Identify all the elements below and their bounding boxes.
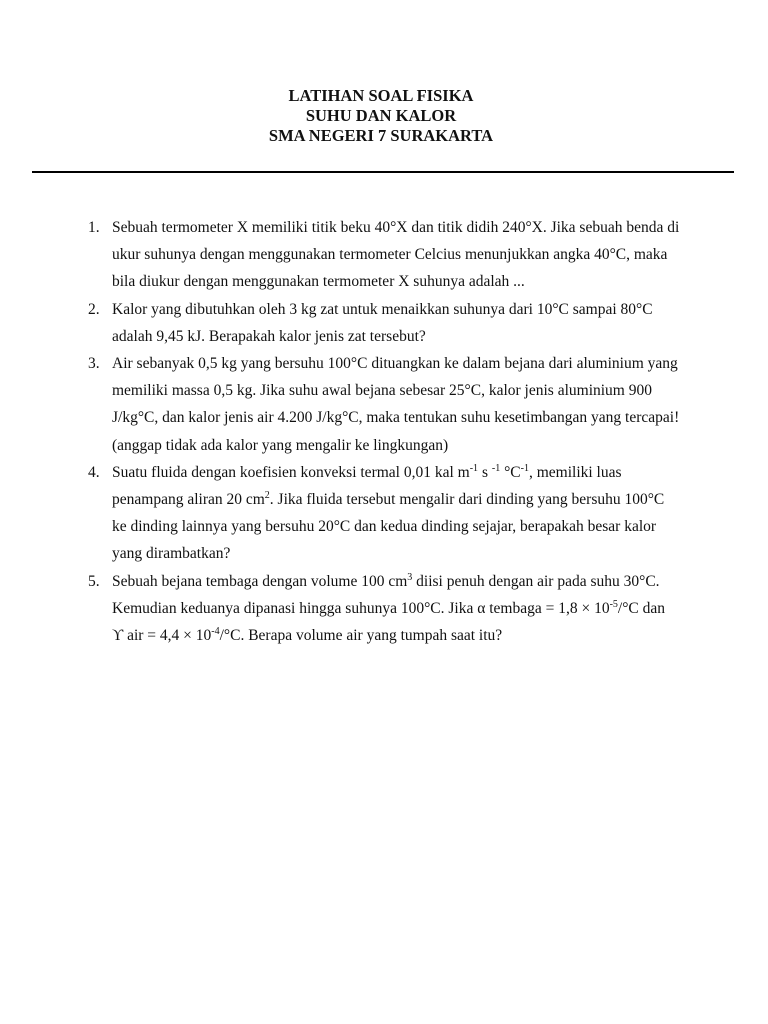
superscript: -1 [520,462,529,474]
question-text: Kalor yang dibutuhkan oleh 3 kg zat untuk menaikkan suhunya dari 10°C sampai 80°C adalah 9,45 kJ. Berapakah kalor jenis zat tersebut? [112,300,653,345]
text-segment: /°C dan ϒ air = 4,4 × 10 [112,599,666,645]
question-text: Sebuah termometer X memiliki titik beku 40°X dan titik didih 240°X. Jika sebuah benda di ukur suhunya dengan menggunakan termometer Celcius menunjukkan angka 40°C, maka bila diukur dengan menggunakan termometer X suhunya adalah ... [112,219,680,291]
text-segment: /°C. Berapa volume air yang tumpah saat itu? [219,627,503,645]
superscript: -1 [491,462,501,474]
question-number: 5. [88,572,100,590]
document-title [0,86,762,146]
header-divider [32,171,734,173]
question-number: 1. [88,219,100,236]
question-4 [0,459,680,568]
question-1 [0,214,680,296]
question-text: Air sebanyak 0,5 kg yang bersuhu 100°C dituangkan ke dalam bejana dari aluminium yang memiliki massa 0,5 kg. Jika suhu awal bejana sebesar 25°C, kalor jenis aluminium 900 J/kg°C, dan kalor jenis air 4.200 J/kg°C, maka tentukan suhu kesetimbangan yang tercapai! (anggap tidak ada kalor yang mengalir ke lingkungan) [112,355,680,454]
text-segment: °C [500,463,521,481]
superscript: -4 [211,626,220,638]
title-line-2: SUHU DAN KALOR [305,106,457,125]
text-segment: . Jika fluida tersebut mengalir dari dinding yang bersuhu 100°C ke dinding lainnya yang bersuhu 20°C dan kedua dinding sejajar, berapakah besar kalor yang dirambatkan? [112,491,665,563]
superscript: 3 [407,571,413,583]
text-segment: s [478,463,492,481]
superscript: 2 [264,490,270,502]
question-list [0,214,768,649]
question-number: 2. [88,300,100,318]
superscript: -5 [609,598,618,610]
question-5 [0,568,680,650]
question-text [112,568,680,650]
text-segment: Suatu fluida dengan koefisien konveksi termal 0,01 kal m [112,463,470,481]
question-2 [0,296,680,350]
title-line-3: SMA NEGERI 7 SURAKARTA [268,126,494,145]
question-number: 3. [88,355,100,373]
question-3 [0,350,680,459]
text-segment: diisi penuh dengan air pada suhu 30°C. Kemudian keduanya dipanasi hingga suhunya 100°C. Jika α tembaga = 1,8 × 10 [112,572,660,617]
title-line-1: LATIHAN SOAL FISIKA [288,86,474,105]
superscript: -1 [469,462,479,474]
question-number: 4. [88,463,100,481]
text-segment: , memiliki luas penampang aliran 20 cm [112,463,622,509]
text-segment: Sebuah bejana tembaga dengan volume 100 cm [112,572,408,590]
question-text [112,459,680,568]
